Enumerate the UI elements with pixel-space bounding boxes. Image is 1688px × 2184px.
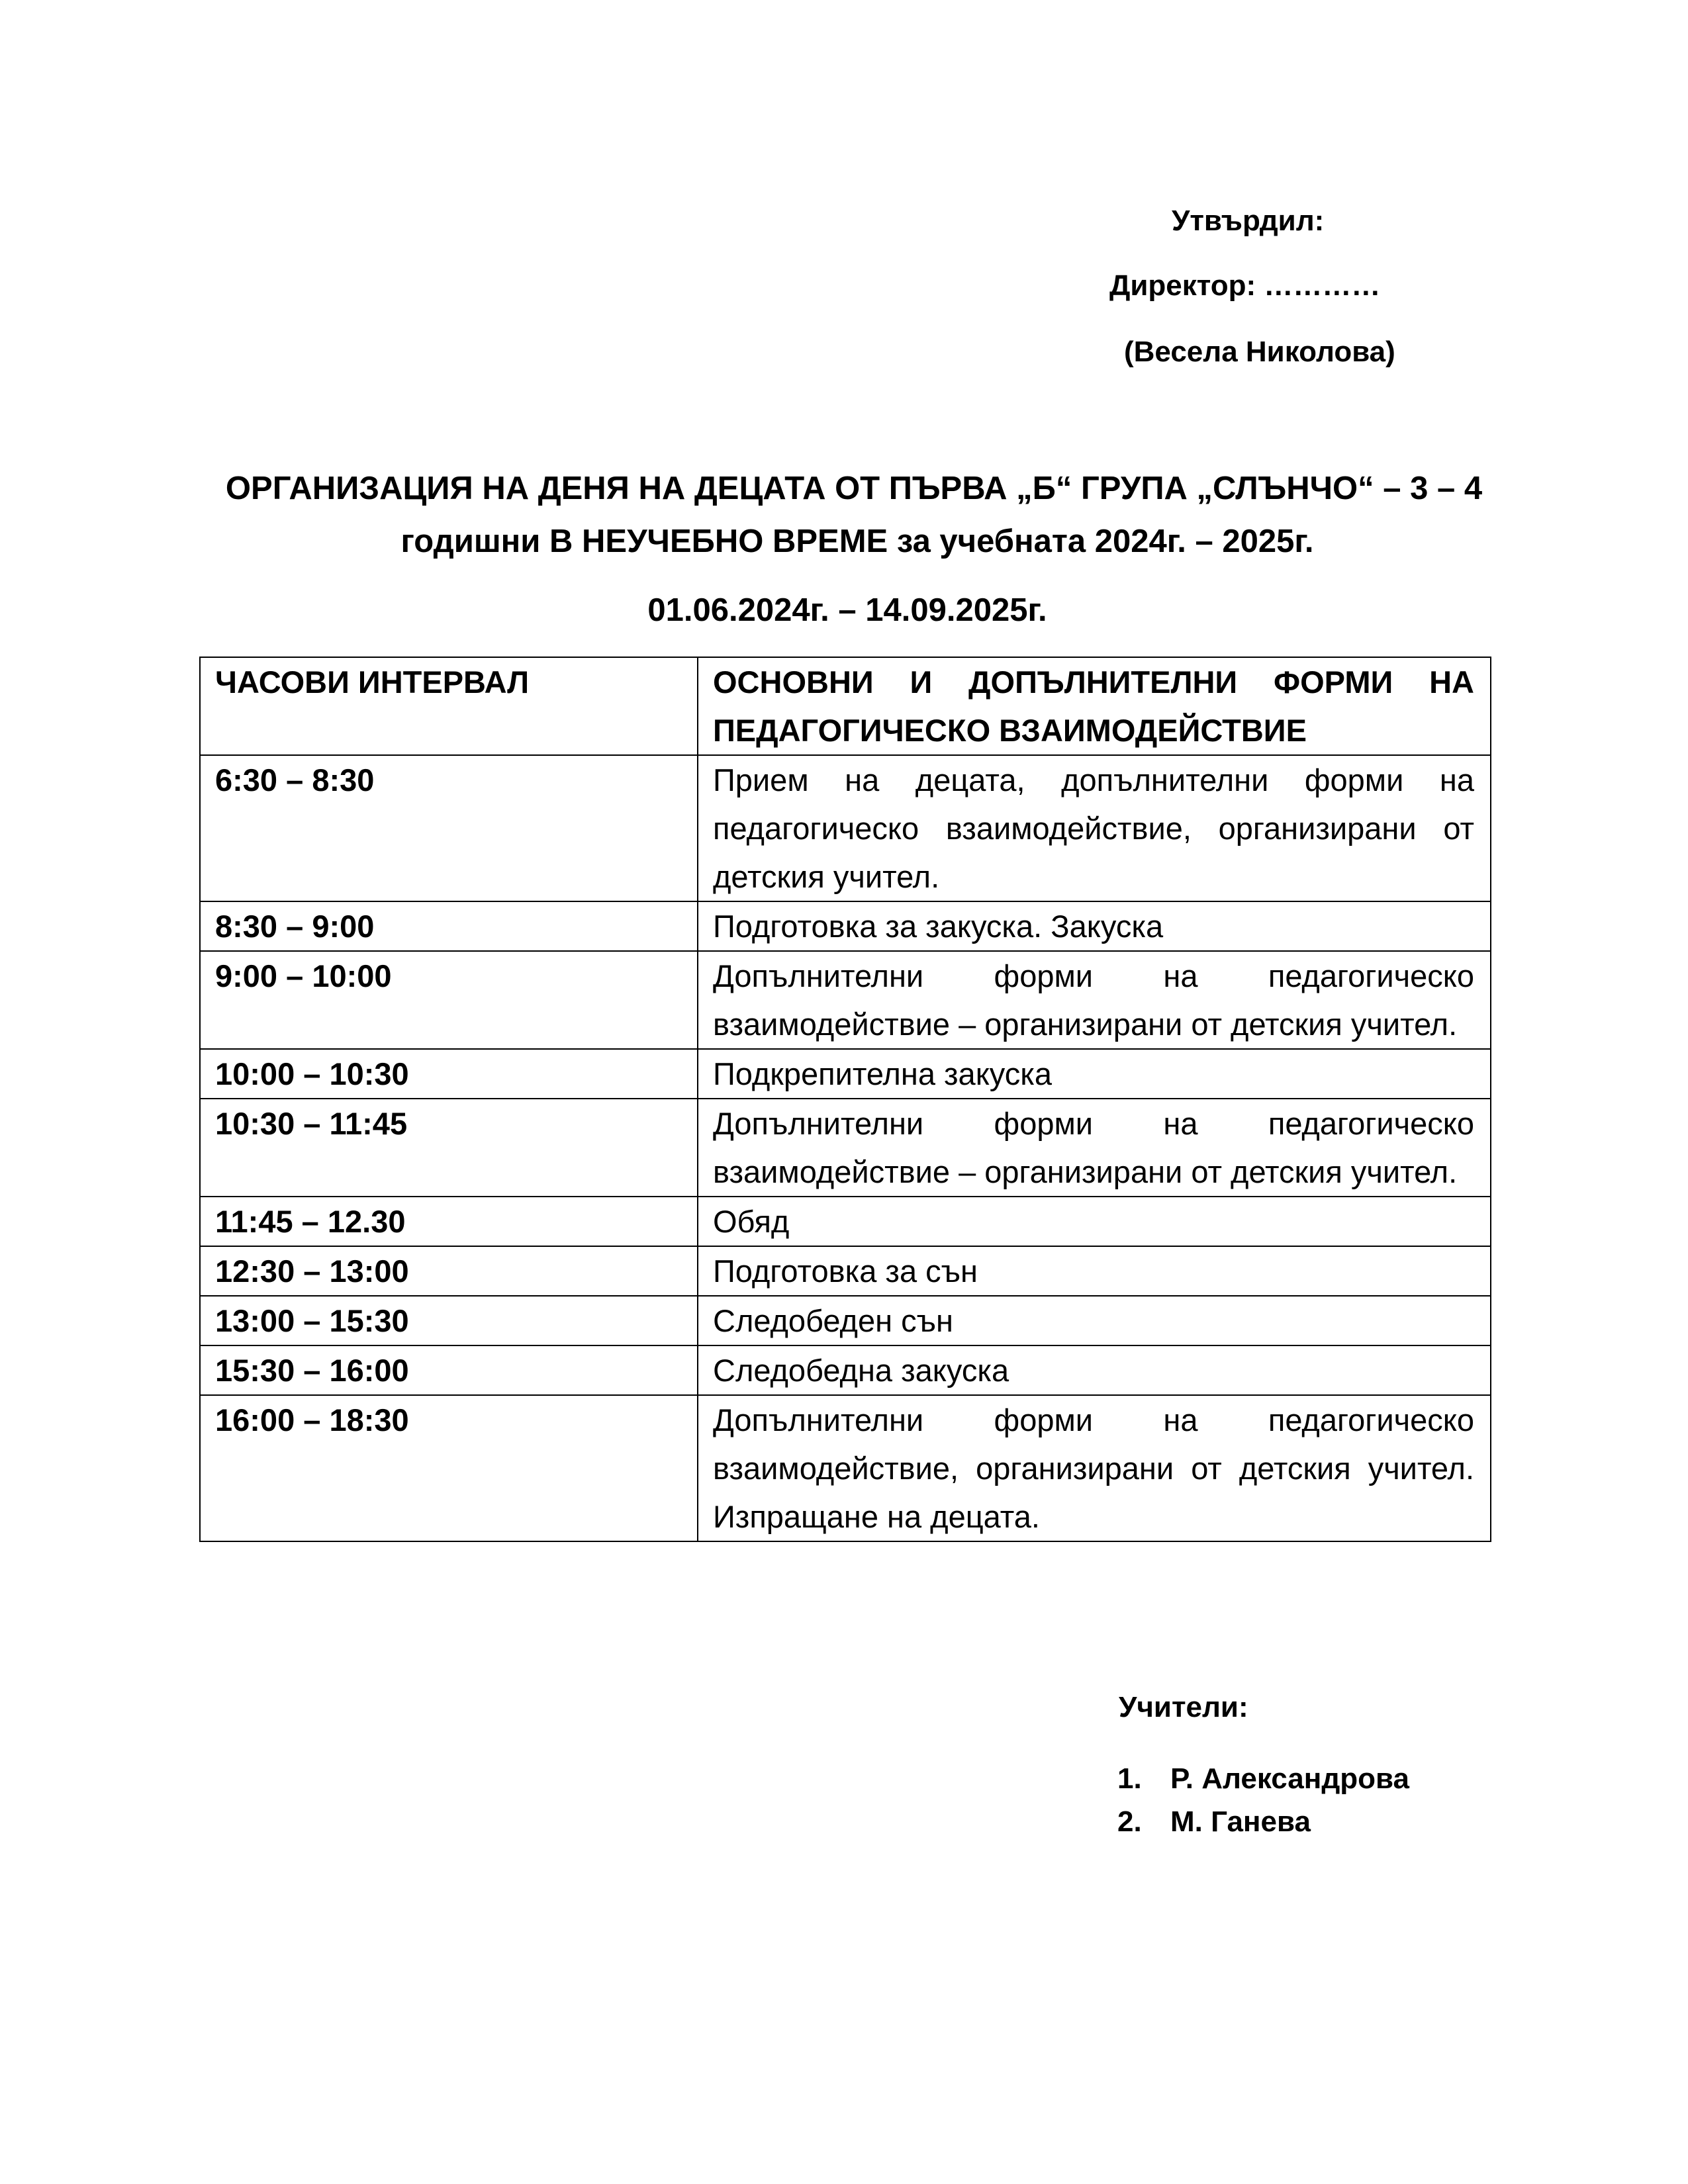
row-activity: Подготовка за закуска. Закуска (698, 901, 1491, 951)
header-time: ЧАСОВИ ИНТЕРВАЛ (200, 657, 698, 755)
teacher-number: 2. (1117, 1805, 1142, 1838)
table-row (200, 1395, 1491, 1541)
title-line-2: годишни В НЕУЧЕБНО ВРЕМЕ за учебната 2024г. – 2025г. (400, 523, 1314, 559)
table-row (200, 1345, 1491, 1395)
director-name: (Весела Николова) (1124, 336, 1395, 368)
teacher-name: М. Ганева (1170, 1805, 1311, 1838)
teachers-label: Учители: (1119, 1691, 1248, 1723)
row-activity: Следобеден сън (698, 1296, 1491, 1345)
document-title (159, 462, 1536, 568)
approved-by-label: Утвърдил: (1172, 205, 1325, 237)
table-row (200, 1197, 1491, 1246)
row-time: 6:30 – 8:30 (200, 755, 698, 901)
table-row (200, 951, 1491, 1049)
row-time: 13:00 – 15:30 (200, 1296, 698, 1345)
teacher-item (1117, 1802, 1311, 1842)
row-time: 16:00 – 18:30 (200, 1395, 698, 1541)
row-activity: Прием на децата, допълнителни форми на педагогическо взаимодействие, организирани от детския учител. (698, 755, 1491, 901)
teacher-number: 1. (1117, 1762, 1142, 1795)
row-time: 8:30 – 9:00 (200, 901, 698, 951)
table-row (200, 901, 1491, 951)
teacher-item (1117, 1759, 1409, 1799)
row-activity: Допълнителни форми на педагогическо взаимодействие – организирани от детския учител. (698, 1099, 1491, 1197)
row-activity: Обяд (698, 1197, 1491, 1246)
header-activity: ОСНОВНИ И ДОПЪЛНИТЕЛНИ ФОРМИ НА ПЕДАГОГИЧЕСКО ВЗАИМОДЕЙСТВИЕ (698, 657, 1491, 755)
row-activity: Допълнителни форми на педагогическо взаимодействие – организирани от детския учител. (698, 951, 1491, 1049)
row-time: 9:00 – 10:00 (200, 951, 698, 1049)
director-line: Директор: ………… (1109, 269, 1381, 302)
row-time: 12:30 – 13:00 (200, 1246, 698, 1296)
date-range: 01.06.2024г. – 14.09.2025г. (647, 592, 1047, 628)
title-line-1: ОРГАНИЗАЦИЯ НА ДЕНЯ НА ДЕЦАТА ОТ ПЪРВА „Б“ ГРУПА „СЛЪНЧО“ – 3 – 4 (225, 471, 1483, 506)
row-activity: Допълнителни форми на педагогическо взаимодействие, организирани от детския учител. Изпращане на децата. (698, 1395, 1491, 1541)
teacher-name: Р. Александрова (1170, 1762, 1409, 1795)
row-activity: Следобедна закуска (698, 1345, 1491, 1395)
table-row (200, 1049, 1491, 1099)
table-row (200, 1246, 1491, 1296)
table-row (200, 1099, 1491, 1197)
row-activity: Подкрепителна закуска (698, 1049, 1491, 1099)
row-activity: Подготовка за сън (698, 1246, 1491, 1296)
row-time: 10:00 – 10:30 (200, 1049, 698, 1099)
table-row (200, 755, 1491, 901)
row-time: 11:45 – 12.30 (200, 1197, 698, 1246)
table-header-row (200, 657, 1491, 755)
schedule-table (199, 657, 1491, 1542)
table-row (200, 1296, 1491, 1345)
row-time: 10:30 – 11:45 (200, 1099, 698, 1197)
row-time: 15:30 – 16:00 (200, 1345, 698, 1395)
